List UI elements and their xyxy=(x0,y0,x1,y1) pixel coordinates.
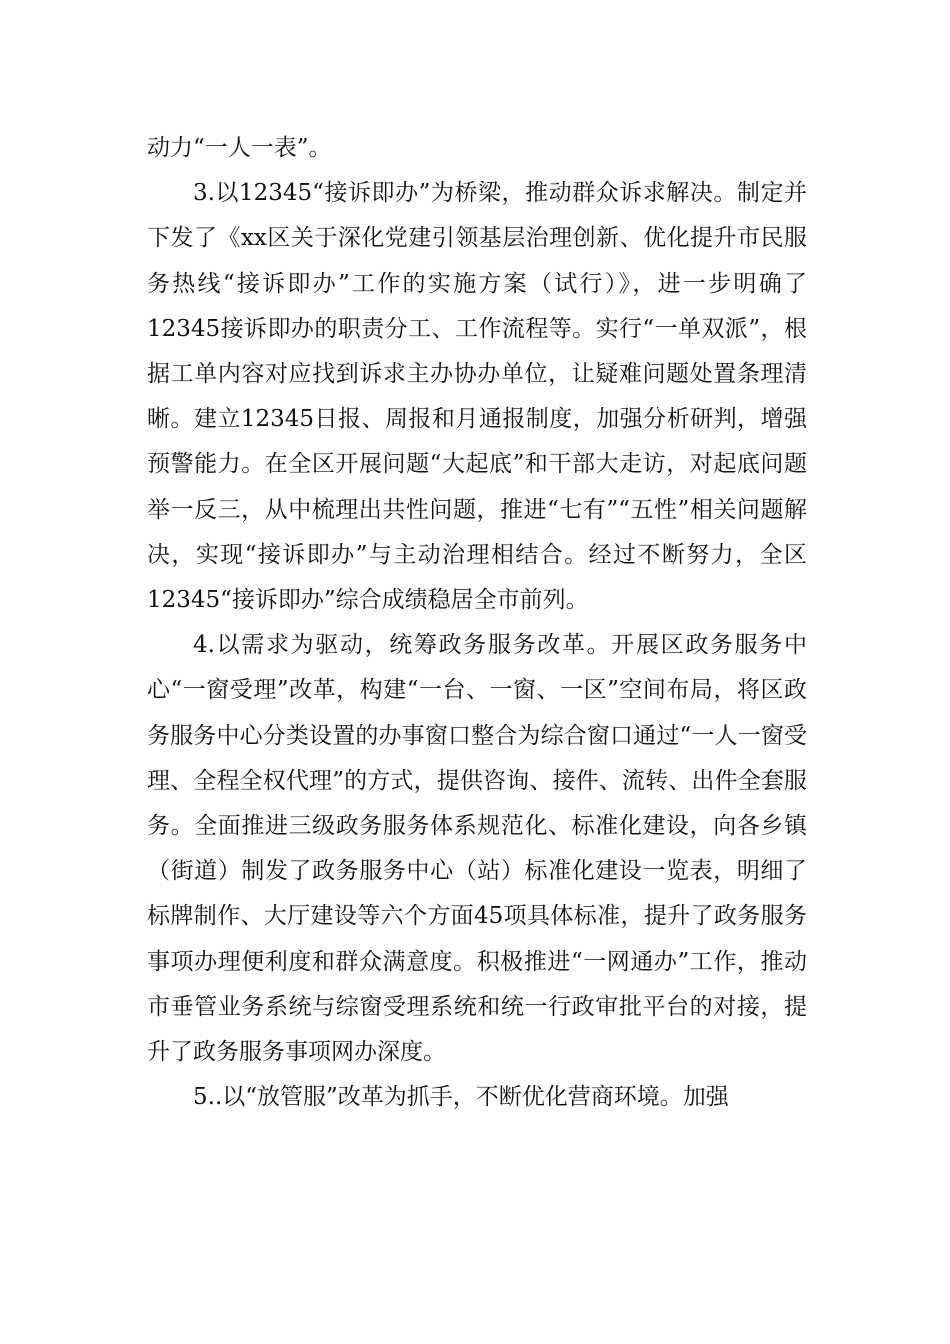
paragraph-item-3: 3.以12345“接诉即办”为桥梁，推动群众诉求解决。制定并下发了《xx区关于深化党建引领基层治理创新、优化提升市民服务热线“接诉即办”工作的实施方案（试行）》，进一步明确了12345接诉即办的职责分工、工作流程等。实行“一单双派”，根据工单内容对应找到诉求主办协办单位，让疑难问题处置条理清晰。建立12345日报、周报和月通报制度，加强分析研判，增强预警能力。在全区开展问题“大起底”和干部大走访，对起底问题举一反三，从中梳理出共性问题，推进“七有”“五性”相关问题解决，实现“接诉即办”与主动治理相结合。经过不断努力，全区12345“接诉即办”综合成绩稳居全市前列。 xyxy=(147,180,807,614)
paragraph-item-4: 4.以需求为驱动，统筹政务服务改革。开展区政务服务中心“一窗受理”改革，构建“一台、一窗、一区”空间布局，将区政务服务中心分类设置的办事窗口整合为综合窗口通过“一人一窗受理、全程全权代理”的方式，提供咨询、接件、流转、出件全套服务。全面推进三级政务服务体系规范化、标准化建设，向各乡镇（街道）制发了政务服务中心（站）标准化建设一览表，明细了标牌制作、大厅建设等六个方面45项具体标准，提升了政务服务事项办理便利度和群众满意度。积极推进“一网通办”工作，推动市垂管业务系统与综窗受理系统和统一行政审批平台的对接，提升了政务服务事项网办深度。 xyxy=(147,632,807,1066)
document-body xyxy=(147,126,807,1120)
paragraph-continuation: 动力“一人一表”。 xyxy=(147,135,332,161)
paragraph-item-5: 5..以“放管服”改革为抓手，不断优化营商环境。加强 xyxy=(193,1084,729,1111)
